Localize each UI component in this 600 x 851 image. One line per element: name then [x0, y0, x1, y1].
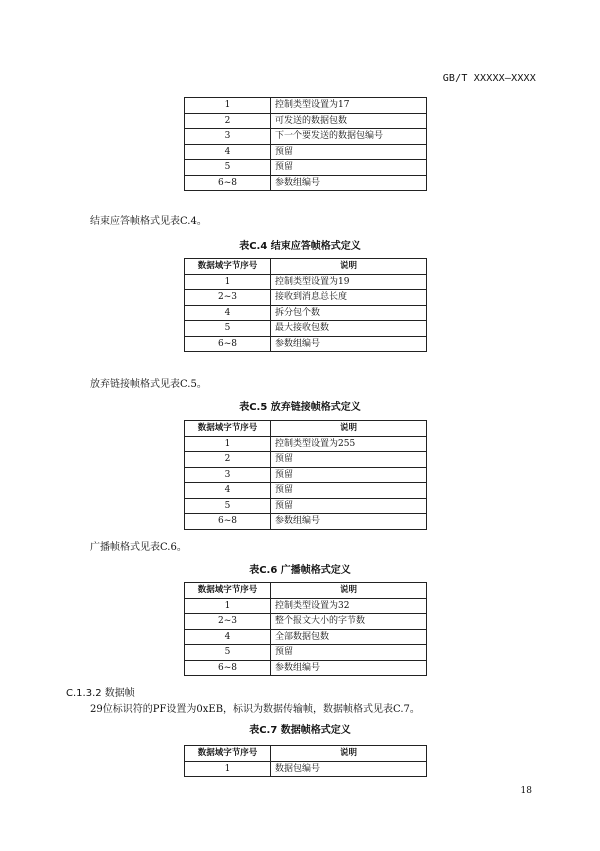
column-header-byte-no: 数据域字节序号	[185, 583, 271, 599]
table-c7	[184, 745, 427, 777]
cell-description: 预留	[271, 160, 427, 176]
cell-description: 参数组编号	[271, 514, 427, 530]
table-c4-caption: 表C.4 结束应答帧格式定义	[239, 241, 361, 252]
table-row	[185, 614, 427, 630]
table-row	[185, 629, 427, 645]
cell-byte-no: 6~8	[185, 660, 271, 676]
cell-byte-no: 1	[185, 598, 271, 614]
paragraph-c4: 结束应答帧格式见表C.4。	[90, 216, 207, 227]
table-row	[185, 598, 427, 614]
table-header-row	[185, 746, 427, 762]
cell-byte-no: 3	[185, 129, 271, 145]
table-row	[185, 144, 427, 160]
cell-byte-no: 1	[185, 761, 271, 777]
cell-byte-no: 4	[185, 629, 271, 645]
cell-byte-no: 1	[185, 274, 271, 290]
column-header-byte-no: 数据域字节序号	[185, 746, 271, 762]
table-row	[185, 113, 427, 129]
cell-description: 接收到消息总长度	[271, 290, 427, 306]
cell-byte-no: 4	[185, 144, 271, 160]
cell-description: 可发送的数据包数	[271, 113, 427, 129]
column-header-description: 说明	[271, 583, 427, 599]
table-header-row	[185, 583, 427, 599]
table-row	[185, 660, 427, 676]
table-row	[185, 129, 427, 145]
column-header-description: 说明	[271, 746, 427, 762]
cell-description: 最大接收包数	[271, 321, 427, 337]
cell-description: 预留	[271, 452, 427, 468]
table-row	[185, 761, 427, 777]
table-row	[185, 290, 427, 306]
table-c5-caption: 表C.5 放弃链接帧格式定义	[239, 402, 361, 413]
table-header-row	[185, 421, 427, 437]
cell-description: 数据包编号	[271, 761, 427, 777]
cell-description: 参数组编号	[271, 336, 427, 352]
column-header-description: 说明	[271, 259, 427, 275]
cell-description: 预留	[271, 467, 427, 483]
table-row	[185, 274, 427, 290]
cell-byte-no: 2	[185, 113, 271, 129]
table-c5	[184, 420, 427, 530]
table-row	[185, 321, 427, 337]
cell-byte-no: 6~8	[185, 336, 271, 352]
table-row	[185, 452, 427, 468]
cell-byte-no: 5	[185, 321, 271, 337]
cell-byte-no: 4	[185, 305, 271, 321]
table-header-row	[185, 259, 427, 275]
cell-byte-no: 2~3	[185, 614, 271, 630]
paragraph-c6: 广播帧格式见表C.6。	[90, 542, 187, 553]
table-row	[185, 336, 427, 352]
cell-byte-no: 5	[185, 645, 271, 661]
cell-description: 控制类型设置为255	[271, 436, 427, 452]
table-continued	[184, 97, 427, 191]
table-row	[185, 498, 427, 514]
cell-byte-no: 5	[185, 160, 271, 176]
table-row	[185, 514, 427, 530]
column-header-byte-no: 数据域字节序号	[185, 421, 271, 437]
table-c7-caption: 表C.7 数据帧格式定义	[249, 725, 351, 736]
table-c4	[184, 258, 427, 352]
paragraph-c5: 放弃链接帧格式见表C.5。	[90, 379, 207, 390]
cell-byte-no: 6~8	[185, 514, 271, 530]
cell-byte-no: 1	[185, 436, 271, 452]
cell-description: 预留	[271, 645, 427, 661]
table-row	[185, 483, 427, 499]
standard-code: GB/T XXXXX—XXXX	[442, 73, 536, 84]
table-row	[185, 160, 427, 176]
cell-description: 参数组编号	[271, 660, 427, 676]
section-heading-c132: C.1.3.2 数据帧	[66, 688, 135, 699]
column-header-byte-no: 数据域字节序号	[185, 259, 271, 275]
cell-byte-no: 1	[185, 98, 271, 114]
table-row	[185, 436, 427, 452]
cell-description: 整个报文大小的字节数	[271, 614, 427, 630]
page-number: 18	[520, 786, 532, 796]
cell-description: 控制类型设置为19	[271, 274, 427, 290]
cell-description: 参数组编号	[271, 175, 427, 191]
cell-byte-no: 2~3	[185, 290, 271, 306]
cell-description: 预留	[271, 483, 427, 499]
table-row	[185, 175, 427, 191]
column-header-description: 说明	[271, 421, 427, 437]
cell-byte-no: 3	[185, 467, 271, 483]
table-c6-caption: 表C.6 广播帧格式定义	[249, 565, 351, 576]
cell-byte-no: 2	[185, 452, 271, 468]
cell-description: 下一个要发送的数据包编号	[271, 129, 427, 145]
section-text: 29位标识符的PF设置为0xEB，标识为数据传输帧，数据帧格式见表C.7。	[90, 704, 420, 715]
cell-byte-no: 5	[185, 498, 271, 514]
table-row	[185, 645, 427, 661]
table-row	[185, 305, 427, 321]
cell-description: 控制类型设置为17	[271, 98, 427, 114]
table-row	[185, 467, 427, 483]
cell-description: 控制类型设置为32	[271, 598, 427, 614]
cell-byte-no: 6~8	[185, 175, 271, 191]
table-row	[185, 98, 427, 114]
cell-description: 拆分包个数	[271, 305, 427, 321]
table-c6	[184, 582, 427, 676]
cell-description: 全部数据包数	[271, 629, 427, 645]
cell-description: 预留	[271, 144, 427, 160]
cell-byte-no: 4	[185, 483, 271, 499]
cell-description: 预留	[271, 498, 427, 514]
